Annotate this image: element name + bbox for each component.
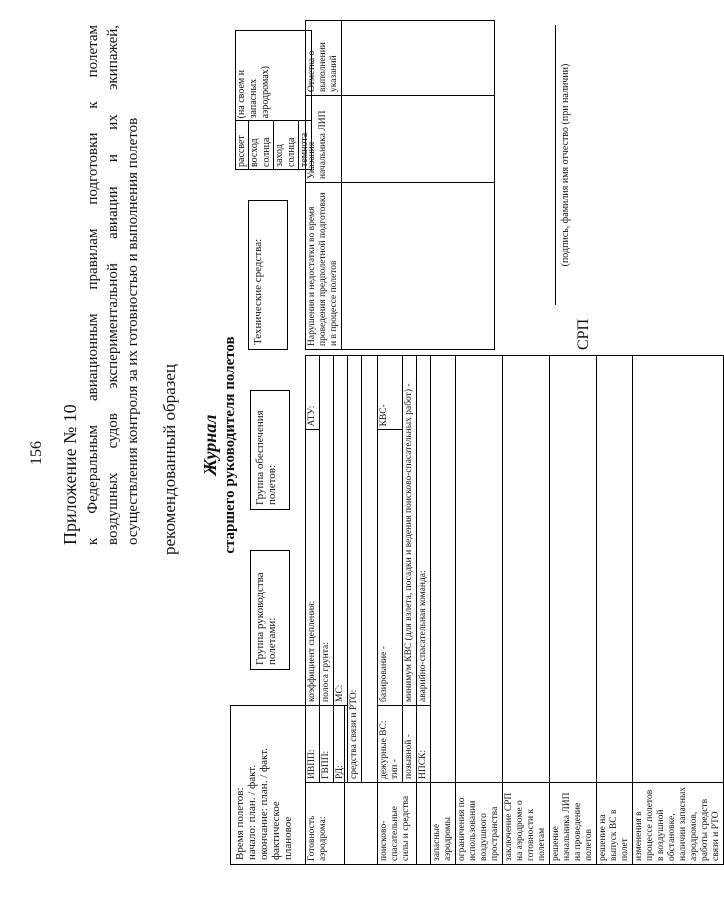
blank-cell — [417, 783, 431, 865]
flight-times-actual: фактическое — [270, 801, 282, 860]
blank-cell — [342, 96, 495, 183]
kvs-label: КВС- — [378, 356, 403, 430]
page-number: 156 — [28, 441, 45, 465]
row-label: ограничения по использовании воздушного пространства — [456, 783, 503, 865]
ivpp-label: ИВПП: — [306, 706, 320, 783]
sun-row-dark: темнота — [299, 121, 312, 170]
row-value — [503, 356, 550, 783]
signature-line — [555, 25, 556, 305]
kvs-min-label: минимум КВС (для взлета, посадки и ведения поисково-спасательных работ) - — [403, 356, 417, 706]
callsign-label: позывной - — [403, 706, 417, 783]
execution-mark-header: Отметка о выполнении указаний — [306, 21, 342, 96]
srp-label: СРП — [575, 318, 592, 350]
remarks-table — [305, 20, 495, 350]
blank-cell — [362, 356, 378, 783]
sun-note: (на своем и запасных аэродромах) — [236, 31, 312, 121]
basing-label: базирование - — [378, 430, 403, 706]
flight-times-label: Время полетов: — [234, 787, 246, 860]
blank-cell — [342, 21, 495, 96]
duty-aircraft-label: дежурные ВС: тип - — [378, 706, 403, 783]
row-value — [597, 356, 633, 783]
gvpp-label: ГВПП: — [320, 706, 334, 783]
signature-caption: (подпись, фамилия имя отчество (при наличии) — [560, 63, 571, 267]
appendix-title: Приложение № 10 — [60, 404, 80, 545]
instructions-header: Указания начальника ЛИП — [306, 96, 342, 183]
heading-line-2: воздушных судов экспериментальной авиации и их экипажей, — [105, 25, 121, 545]
technical-means-box: Технические средства: — [248, 200, 288, 350]
flight-times-end: окончание: план. / факт. — [258, 748, 270, 860]
appendix-heading — [83, 25, 143, 545]
npsk-label: НПСК: — [417, 706, 431, 783]
heading-line-1: к Федеральным авиационным правилам подготовки к полетам — [85, 25, 101, 545]
sun-row-sunset: заход солнца — [274, 121, 299, 170]
flight-times-start: начало: план. / факт. — [246, 764, 258, 860]
sun-row-sunrise: восход солнца — [249, 121, 274, 170]
row-label: решение начальника ЛИП на проведение полетов — [550, 783, 597, 865]
row-value — [456, 356, 503, 783]
flight-times-planned: плановое — [282, 816, 294, 860]
atu-label: АТУ: — [306, 356, 320, 430]
flight-management-group-box: Группа руководства полетами: — [250, 550, 290, 670]
row-label: заключение СРП на аэродроме о готовности к полетам — [503, 783, 550, 865]
support-group-box: Группа обеспечения полетов: — [250, 390, 290, 510]
row-label: запасные аэродромы — [431, 783, 456, 865]
rescue-team-label: аварийно-спасательная команда: — [417, 356, 431, 706]
ms-label: МС: — [334, 356, 348, 706]
heading-line-3: осуществления контроля за их готовностью и выполнения полетов — [125, 117, 141, 545]
row-value — [633, 356, 724, 783]
comm-label: средства связи и РТО: — [348, 356, 362, 783]
violations-header: Нарушения и недостатки во время проведения предполетной подготовки и в процессе полетов — [306, 183, 342, 350]
row-value — [550, 356, 597, 783]
search-rescue-label: поисково-спасательные силы и средства — [378, 783, 417, 865]
journal-subtitle: старшего руководителя полетов — [222, 336, 238, 554]
blank-cell — [342, 183, 495, 350]
readiness-table — [305, 355, 724, 865]
sun-times-table — [235, 30, 310, 170]
row-label: решение на выпуск ВС в полет — [597, 783, 633, 865]
friction-coef-label: коэффициент сцепления: — [306, 430, 320, 706]
sample-label: рекомендованный образец — [160, 363, 179, 555]
aerodrome-readiness-label: Готовность аэродрома: — [306, 783, 378, 865]
strip-label: полоса грунта: — [320, 356, 334, 706]
row-value — [431, 356, 456, 783]
journal-title: Журнал — [200, 414, 220, 476]
sun-row-dawn: рассвет — [236, 121, 249, 170]
rd-label: РД: — [334, 706, 348, 783]
row-label: изменения в процессе полетов в воздушной обстановке, наличии запасных аэродромов, работы средств связи и РТО — [633, 783, 724, 865]
